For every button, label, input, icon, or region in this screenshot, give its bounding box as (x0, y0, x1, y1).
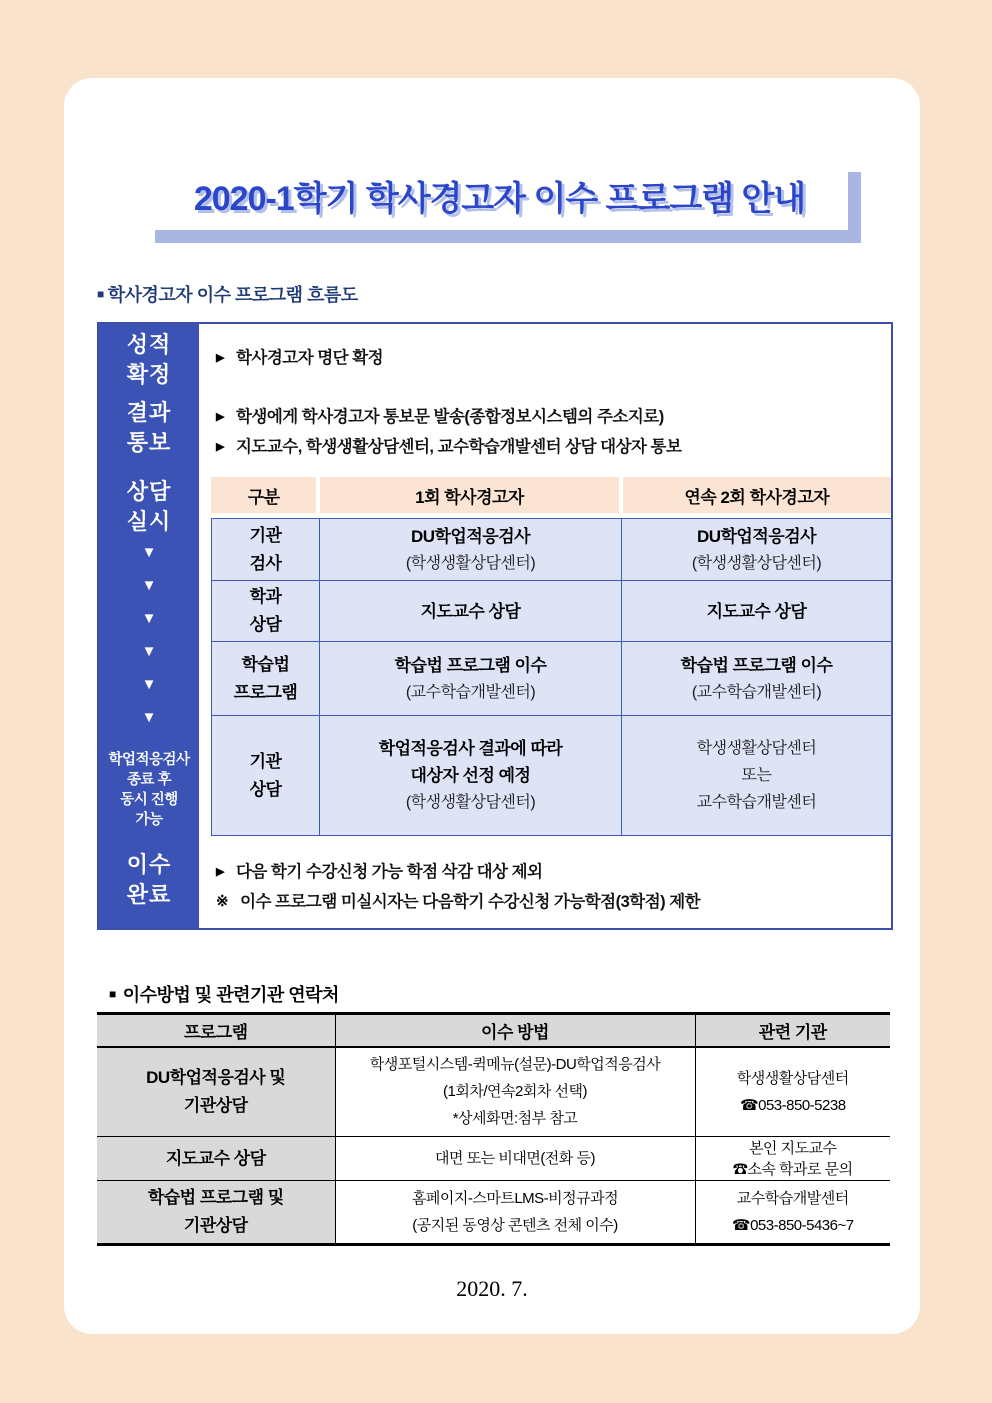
bullet-item (216, 887, 891, 917)
stage-completion (99, 850, 199, 910)
counseling-table-header (211, 477, 891, 513)
document-card (64, 78, 920, 1334)
flow-section-heading-text: 학사경고자 이수 프로그램 흐름도 (107, 285, 358, 305)
program-cell: 학습법 프로그램 및 기관상담 (97, 1181, 335, 1245)
square-bullet-icon: ■ (109, 987, 116, 1001)
flow-table (97, 322, 893, 930)
bullet-item (216, 402, 891, 432)
counseling-table-body (211, 518, 892, 836)
document-date: 2020. 7. (456, 1276, 528, 1301)
contact-table (97, 1012, 890, 1246)
stage-counseling (99, 477, 199, 537)
row-label-cell: 기관 상담 (212, 716, 320, 836)
program-cell: DU학업적응검사 및 기관상담 (97, 1047, 335, 1137)
stage-label-line: 완료 (126, 882, 172, 907)
down-arrow-icon: ▼ (141, 643, 157, 660)
stage-result-notice (99, 398, 199, 458)
bullet-text: 지도교수, 학생생활상담센터, 교수학습개발센터 상담 대상자 통보 (235, 438, 682, 457)
column-header: 구분 (211, 477, 316, 513)
down-arrow-icon: ▼ (141, 709, 157, 726)
bullet-text: 학생에게 학사경고자 통보문 발송(종합정보시스템의 주소지로) (235, 408, 664, 427)
row-label-cell: 학습법 프로그램 (212, 642, 320, 716)
table-row (97, 1181, 890, 1245)
stage-label-line: 상담 (126, 479, 172, 504)
organization-cell: 교수학습개발센터 ☎053-850-5436~7 (695, 1181, 890, 1245)
first-warning-cell: 학습법 프로그램 이수 (교수학습개발센터) (320, 642, 622, 716)
bullet-text: 이수 프로그램 미실시자는 다음학기 수강신청 가능학점(3학점) 제한 (240, 893, 701, 912)
first-warning-cell: 학업적응검사 결과에 따라 대상자 선정 예정 (학생생활상담센터) (320, 716, 622, 836)
row-label-cell: 기관 검사 (212, 519, 320, 581)
table-row (212, 519, 892, 581)
contact-table-header-row (97, 1014, 890, 1047)
flow-arrows (99, 545, 199, 725)
second-warning-cell: DU학업적응검사 (학생생활상담센터) (622, 519, 892, 581)
table-row (97, 1047, 890, 1137)
phone-number: ☎소속 학과로 문의 (732, 1160, 853, 1178)
sidebar-note-line: 동시 진행 (120, 792, 178, 808)
row-label-cell: 학과 상담 (212, 581, 320, 642)
method-cell: 홈페이지-스마트LMS-비정규과정 (공지된 동영상 콘텐츠 전체 이수) (335, 1181, 695, 1245)
organization-cell: 학생생활상담센터 ☎053-850-5238 (695, 1047, 890, 1137)
organization-cell: 본인 지도교수 ☎소속 학과로 문의 (695, 1137, 890, 1181)
square-bullet-icon: ■ (97, 287, 104, 301)
sidebar-note-line: 가능 (135, 812, 163, 828)
bullet-item (216, 343, 891, 373)
flow-step-grade-confirm (199, 324, 891, 393)
document-title: 2020-1학기 학사경고자 이수 프로그램 안내 (193, 180, 806, 218)
reference-mark-icon: ※ (216, 893, 229, 911)
second-warning-cell: 지도교수 상담 (622, 581, 892, 642)
column-header: 프로그램 (97, 1014, 335, 1047)
flow-section-heading (97, 281, 358, 307)
bullet-item (216, 432, 891, 462)
triangle-bullet-icon: ▶ (216, 866, 224, 879)
sidebar-note-line: 종료 후 (126, 772, 172, 788)
column-header: 이수 방법 (335, 1014, 695, 1047)
bullet-item (216, 857, 891, 887)
bullet-text: 학사경고자 명단 확정 (235, 349, 384, 368)
contact-section-heading-text: 이수방법 및 관련기관 연락처 (122, 985, 339, 1005)
bullet-text: 다음 학기 수강신청 가능 학점 삭감 대상 제외 (235, 863, 543, 882)
stage-grade-confirm (99, 330, 199, 390)
first-warning-cell: DU학업적응검사 (학생생활상담센터) (320, 519, 622, 581)
document-title-block (155, 172, 861, 243)
table-row (212, 642, 892, 716)
second-warning-cell: 학습법 프로그램 이수 (교수학습개발센터) (622, 642, 892, 716)
down-arrow-icon: ▼ (141, 544, 157, 561)
flow-step-completion (199, 846, 891, 928)
column-header: 1회 학사경고자 (320, 477, 618, 513)
method-cell: 학생포털시스템-퀵메뉴(설문)-DU학업적응검사 (1회차/연속2회차 선택) *상세화면:첨부 참고 (335, 1047, 695, 1137)
method-cell: 대면 또는 비대면(전화 등) (335, 1137, 695, 1181)
flow-sidebar (99, 324, 199, 928)
sidebar-note (99, 750, 199, 830)
table-row (212, 581, 892, 642)
stage-label-line: 성적 (126, 332, 172, 357)
down-arrow-icon: ▼ (141, 676, 157, 693)
program-cell: 지도교수 상담 (97, 1137, 335, 1181)
flow-step-result-notice (199, 393, 891, 472)
phone-number: ☎053-850-5436~7 (731, 1217, 854, 1234)
flow-content (199, 324, 891, 928)
down-arrow-icon: ▼ (141, 610, 157, 627)
table-row (212, 716, 892, 836)
sidebar-note-line: 학업적응검사 (108, 752, 190, 768)
stage-label-line: 결과 (126, 400, 172, 425)
triangle-bullet-icon: ▶ (216, 441, 224, 454)
column-header: 관련 기관 (695, 1014, 890, 1047)
stage-label-line: 이수 (126, 852, 172, 877)
table-row (97, 1137, 890, 1181)
down-arrow-icon: ▼ (141, 577, 157, 594)
triangle-bullet-icon: ▶ (216, 411, 224, 424)
contact-section-heading (97, 981, 339, 1007)
second-warning-cell: 학생생활상담센터 또는 교수학습개발센터 (622, 716, 892, 836)
stage-label-line: 통보 (126, 430, 172, 455)
triangle-bullet-icon: ▶ (216, 352, 224, 365)
column-header: 연속 2회 학사경고자 (623, 477, 891, 513)
stage-label-line: 확정 (126, 362, 172, 387)
first-warning-cell: 지도교수 상담 (320, 581, 622, 642)
stage-label-line: 실시 (126, 509, 172, 534)
phone-number: ☎053-850-5238 (739, 1096, 846, 1114)
counseling-table (211, 477, 891, 836)
